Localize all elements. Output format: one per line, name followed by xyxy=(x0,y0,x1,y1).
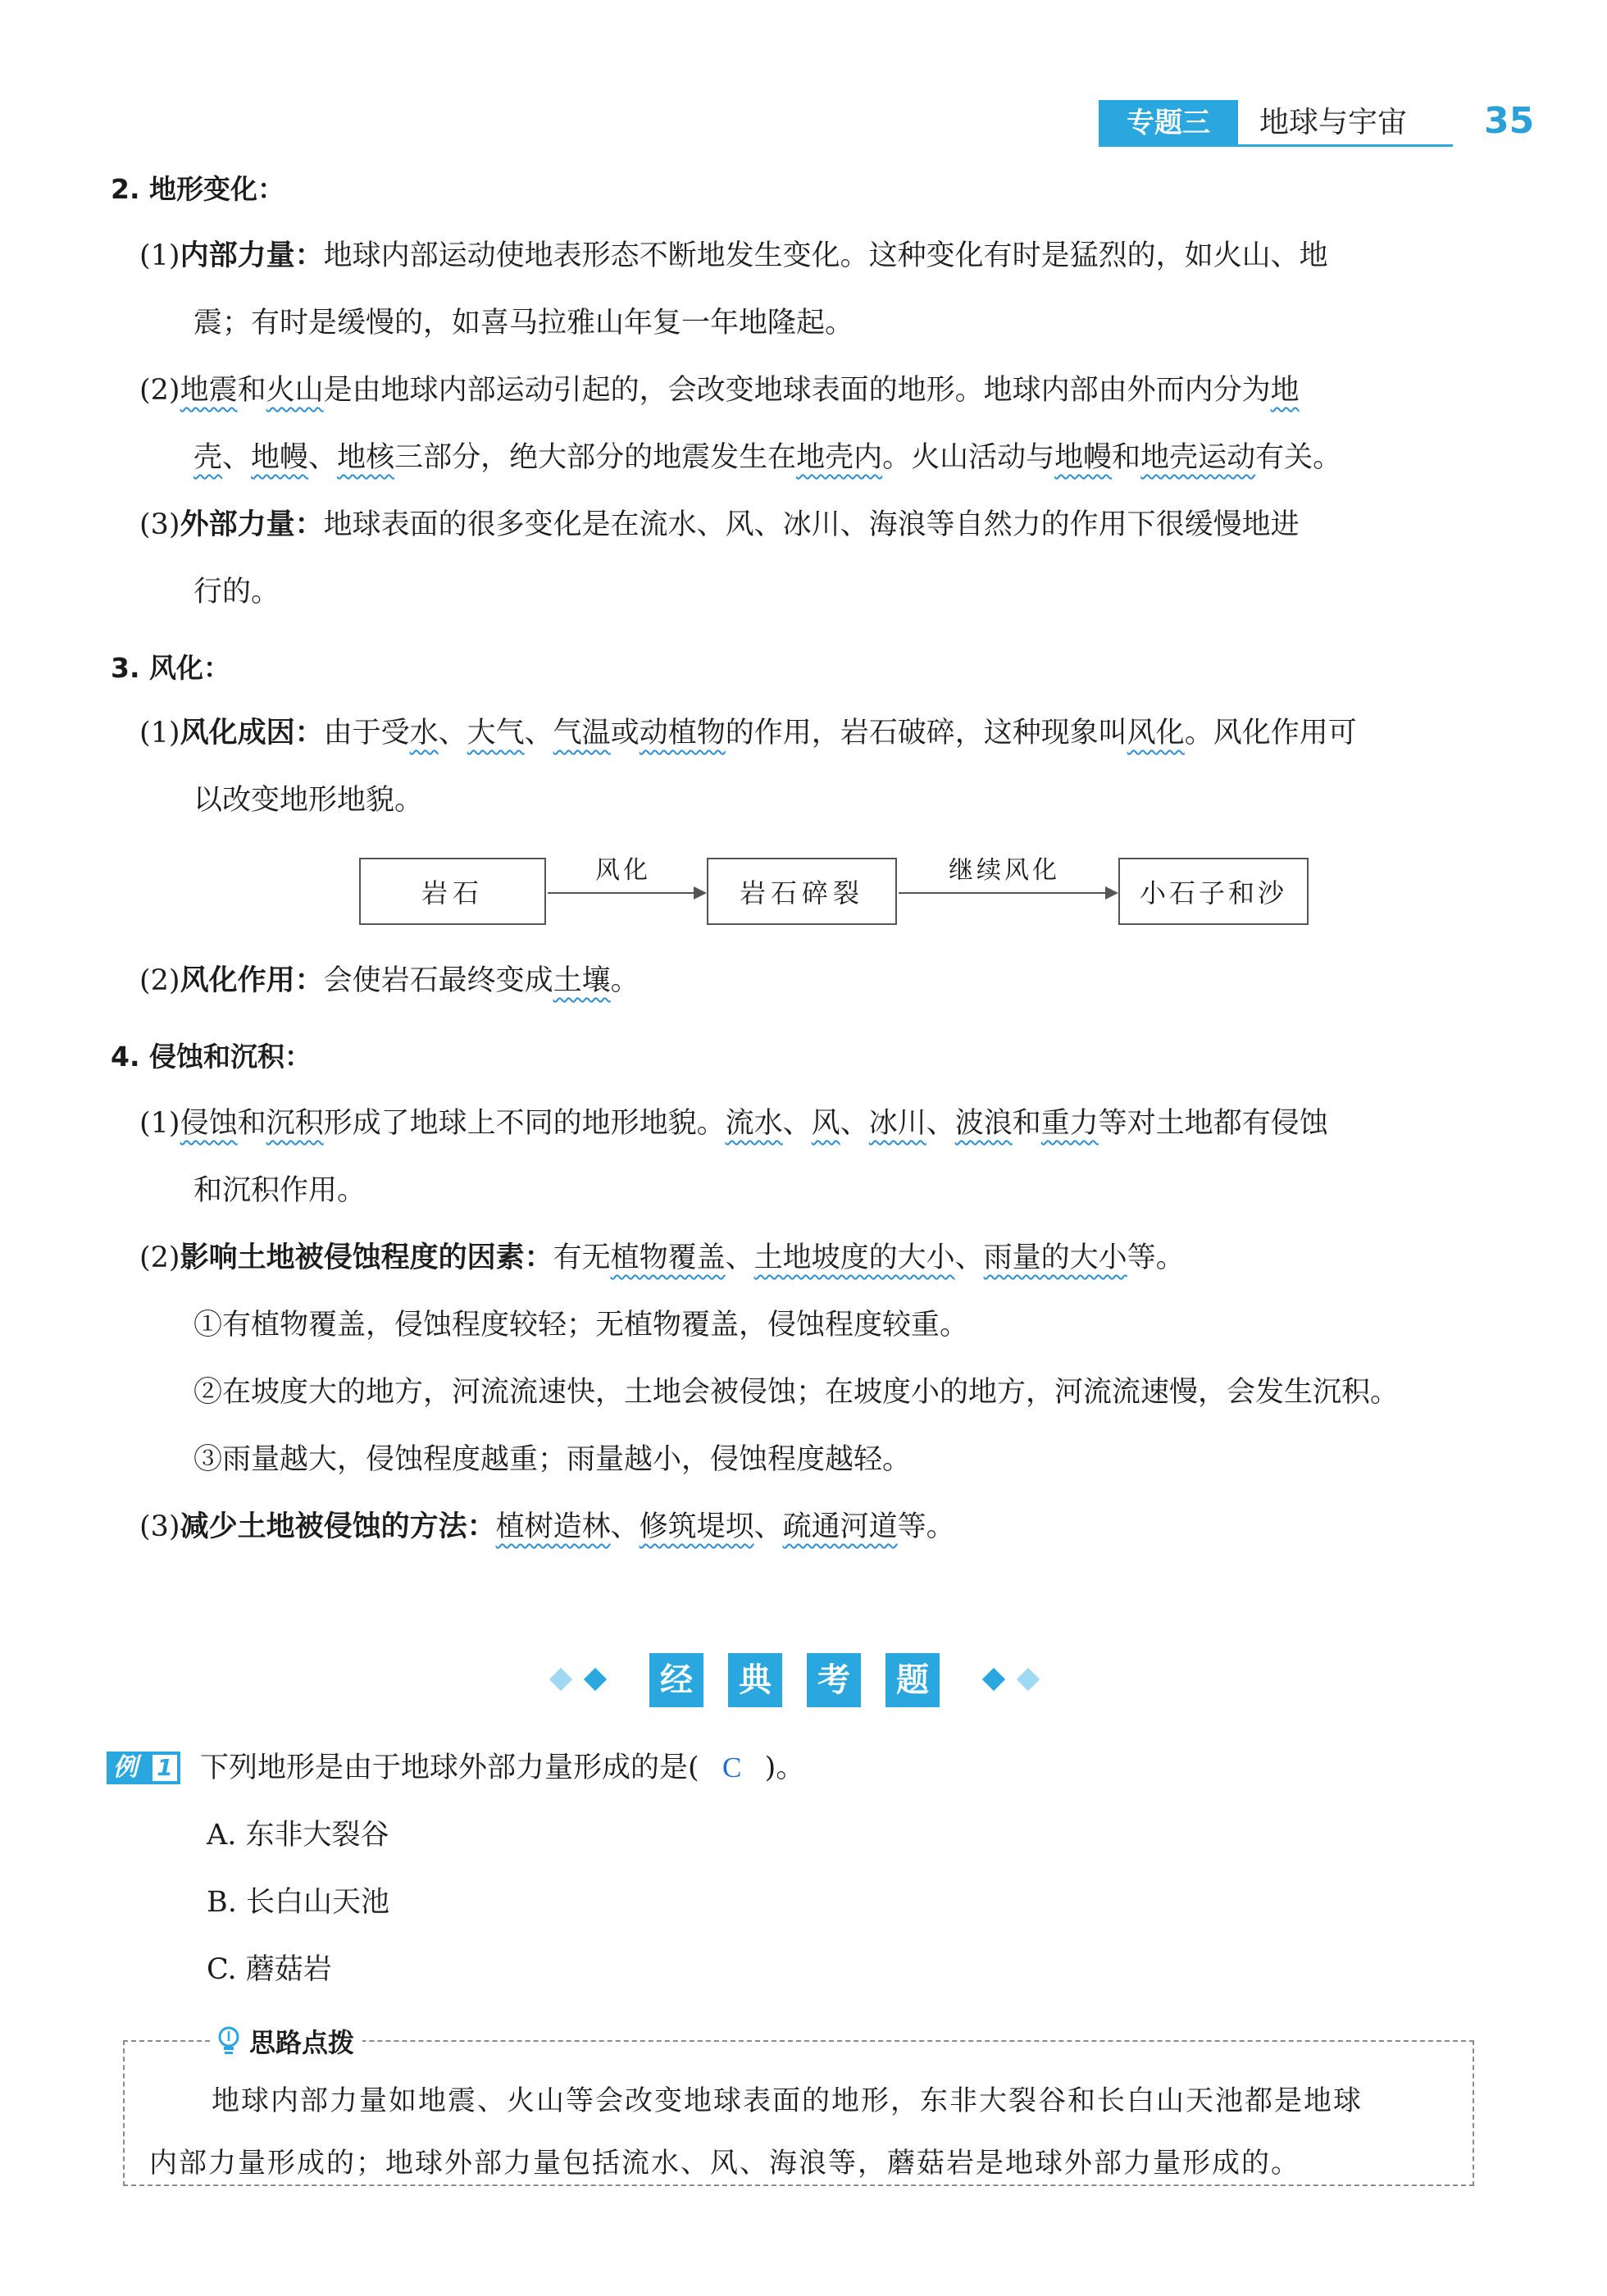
text: 三部分，绝大部分的地震发生在 xyxy=(394,441,797,474)
paragraph-erosion-deposition xyxy=(139,1102,1328,1145)
diamond-icon xyxy=(1017,1668,1040,1691)
key-term: 地震 xyxy=(180,374,238,407)
text: 、 xyxy=(438,717,467,749)
option-c: C. 蘑菇岩 xyxy=(207,1953,332,1986)
hint-text-line: 内部力量形成的；地球外部力量包括流水、风、海浪等，蘑菇岩是地球外部力量形成的。 xyxy=(149,2147,1300,2180)
list-item: ②在坡度大的地方，河流流速快，土地会被侵蚀；在坡度小的地方，河流流速慢，会发生沉积。 xyxy=(193,1376,1400,1409)
text: 由于受 xyxy=(323,717,410,749)
term-label: 影响土地被侵蚀程度的因素： xyxy=(180,1241,553,1274)
text-line: 行的。 xyxy=(193,576,280,608)
text: 、 xyxy=(308,441,338,474)
text: 。风化作用可 xyxy=(1184,717,1357,749)
paragraph-external-force xyxy=(139,503,1300,546)
option-a: A. 东非大裂谷 xyxy=(207,1819,389,1852)
text: 等。 xyxy=(897,1510,955,1543)
term-label: 风化作用： xyxy=(180,964,324,997)
text: 、 xyxy=(524,717,553,749)
text: 、 xyxy=(782,1107,812,1140)
topic-title: 地球与宇宙 xyxy=(1259,106,1408,139)
key-term: 植物覆盖 xyxy=(610,1241,726,1274)
text: 和 xyxy=(1012,1107,1041,1140)
key-term: 地幔 xyxy=(251,441,309,474)
example-badge xyxy=(107,1752,180,1784)
item-number: (2) xyxy=(139,374,180,407)
text-line: 地球表面的很多变化是在流水、风、冰川、海浪等自然力的作用下很缓慢地进 xyxy=(323,508,1300,541)
key-term: 水 xyxy=(409,717,439,749)
key-term: 地核 xyxy=(337,441,395,474)
option-b: B. 长白山天池 xyxy=(207,1886,389,1919)
key-term: 地壳运动 xyxy=(1140,441,1256,474)
key-term: 壳 xyxy=(193,441,223,474)
key-term: 气温 xyxy=(553,717,611,749)
key-term: 风 xyxy=(811,1107,840,1140)
text: 会使岩石最终变成 xyxy=(323,964,553,997)
text: 是由地球内部运动引起的，会改变地球表面的地形。地球内部由外而内分为 xyxy=(323,374,1271,407)
text: 、 xyxy=(954,1241,984,1274)
list-item: ③雨量越大，侵蚀程度越重；雨量越小，侵蚀程度越轻。 xyxy=(193,1443,912,1476)
flow-box-broken-rock: 岩石碎裂 xyxy=(707,858,897,925)
paragraph-weathering-cause xyxy=(139,712,1357,754)
section-heading-erosion: 4. 侵蚀和沉积： xyxy=(111,1041,312,1073)
item-number: (1) xyxy=(139,717,180,749)
text: 。 xyxy=(610,964,640,997)
key-term: 雨量的大小 xyxy=(983,1241,1127,1274)
item-number: (2) xyxy=(139,1241,180,1274)
diamond-icon xyxy=(549,1668,572,1691)
key-term: 修筑堤坝 xyxy=(639,1510,754,1543)
key-term: 重力 xyxy=(1040,1107,1099,1140)
key-term: 地幔 xyxy=(1054,441,1113,474)
text: 、 xyxy=(222,441,252,474)
key-term: 地 xyxy=(1270,374,1300,407)
text: 和 xyxy=(237,1107,266,1140)
text-line xyxy=(193,436,1341,479)
paragraph-erosion-factors xyxy=(139,1237,1185,1279)
term-label: 风化成因： xyxy=(180,717,324,749)
flow-box-pebbles-sand: 小石子和沙 xyxy=(1118,858,1309,925)
text: 的作用，岩石破碎，这种现象叫 xyxy=(725,717,1127,749)
key-term: 地壳内 xyxy=(796,441,883,474)
text: 等对土地都有侵蚀 xyxy=(1098,1107,1328,1140)
paragraph-erosion-prevention xyxy=(139,1506,955,1548)
arrow-right-icon xyxy=(548,892,705,894)
term-label: 外部力量： xyxy=(180,508,324,541)
text: 、 xyxy=(610,1510,640,1543)
term-label: 内部力量： xyxy=(180,239,324,272)
banner-char: 题 xyxy=(885,1653,940,1707)
key-term: 疏通河道 xyxy=(782,1510,898,1543)
diamond-icon xyxy=(982,1668,1005,1691)
banner-char: 典 xyxy=(728,1653,782,1707)
example-label: 例 xyxy=(113,1753,138,1782)
topic-badge: 专题三 xyxy=(1099,100,1238,146)
diamond-icon xyxy=(584,1668,607,1691)
key-term: 火山 xyxy=(266,374,324,407)
key-term: 大气 xyxy=(467,717,525,749)
key-term: 沉积 xyxy=(266,1107,324,1140)
header-underline xyxy=(1099,144,1453,147)
paragraph-weathering-effect xyxy=(139,959,640,1002)
term-label: 减少土地被侵蚀的方法： xyxy=(180,1510,496,1543)
flow-box-rock: 岩石 xyxy=(359,858,546,925)
text: 、 xyxy=(840,1107,869,1140)
section-heading-weathering: 3. 风化： xyxy=(111,652,230,684)
hint-header xyxy=(210,2022,362,2060)
key-term: 流水 xyxy=(725,1107,783,1140)
paragraph-earth-structure xyxy=(139,369,1300,412)
arrow-right-icon xyxy=(899,892,1117,894)
key-term: 植树造林 xyxy=(495,1510,611,1543)
text: 等。 xyxy=(1127,1241,1185,1274)
item-number: (3) xyxy=(139,508,180,541)
text: 有无 xyxy=(553,1241,611,1274)
list-item: ①有植物覆盖，侵蚀程度较轻；无植物覆盖，侵蚀程度较重。 xyxy=(193,1309,969,1342)
text: 。火山活动与 xyxy=(882,441,1055,474)
key-term: 侵蚀 xyxy=(180,1107,238,1140)
question-end: )。 xyxy=(764,1752,805,1784)
item-number: (2) xyxy=(139,964,180,997)
key-term: 土壤 xyxy=(553,964,611,997)
item-number: (1) xyxy=(139,1107,180,1140)
hint-text-line: 地球内部力量如地震、火山等会改变地球表面的地形，东非大裂谷和长白山天池都是地球 xyxy=(212,2084,1363,2117)
item-number: (1) xyxy=(139,239,180,272)
text-line: 和沉积作用。 xyxy=(193,1174,366,1207)
lightbulb-icon xyxy=(215,2025,243,2057)
question-text xyxy=(200,1747,804,1789)
text-line: 地球内部运动使地表形态不断地发生变化。这种变化有时是猛烈的，如火山、地 xyxy=(323,239,1328,272)
flow-arrow-label: 继续风化 xyxy=(949,856,1060,885)
banner-char: 经 xyxy=(649,1653,703,1707)
text: 形成了地球上不同的地形地貌。 xyxy=(323,1107,726,1140)
key-term: 动植物 xyxy=(639,717,726,749)
text: 、 xyxy=(926,1107,955,1140)
text: 或 xyxy=(610,717,640,749)
text: 和 xyxy=(1112,441,1141,474)
text: 有关。 xyxy=(1255,441,1342,474)
question-stem: 下列地形是由于地球外部力量形成的是( xyxy=(200,1752,699,1784)
key-term: 风化 xyxy=(1127,717,1185,749)
key-term: 土地坡度的大小 xyxy=(753,1241,955,1274)
page-number: 35 xyxy=(1484,100,1535,142)
text: 、 xyxy=(753,1510,783,1543)
text: 和 xyxy=(237,374,266,407)
text-line: 震；有时是缓慢的，如喜马拉雅山年复一年地隆起。 xyxy=(193,307,854,339)
key-term: 冰川 xyxy=(868,1107,926,1140)
example-number: 1 xyxy=(153,1755,177,1781)
text: 、 xyxy=(725,1241,754,1274)
banner-char: 考 xyxy=(807,1653,861,1707)
paragraph-internal-force xyxy=(139,235,1328,277)
hint-title: 思路点拨 xyxy=(249,2027,355,2058)
item-number: (3) xyxy=(139,1510,180,1543)
text-line: 以改变地形地貌。 xyxy=(193,784,424,817)
section-heading-landform: 2. 地形变化： xyxy=(111,173,285,205)
flow-arrow-label: 风化 xyxy=(595,856,651,885)
answer-value: C xyxy=(722,1752,742,1784)
key-term: 波浪 xyxy=(954,1107,1013,1140)
